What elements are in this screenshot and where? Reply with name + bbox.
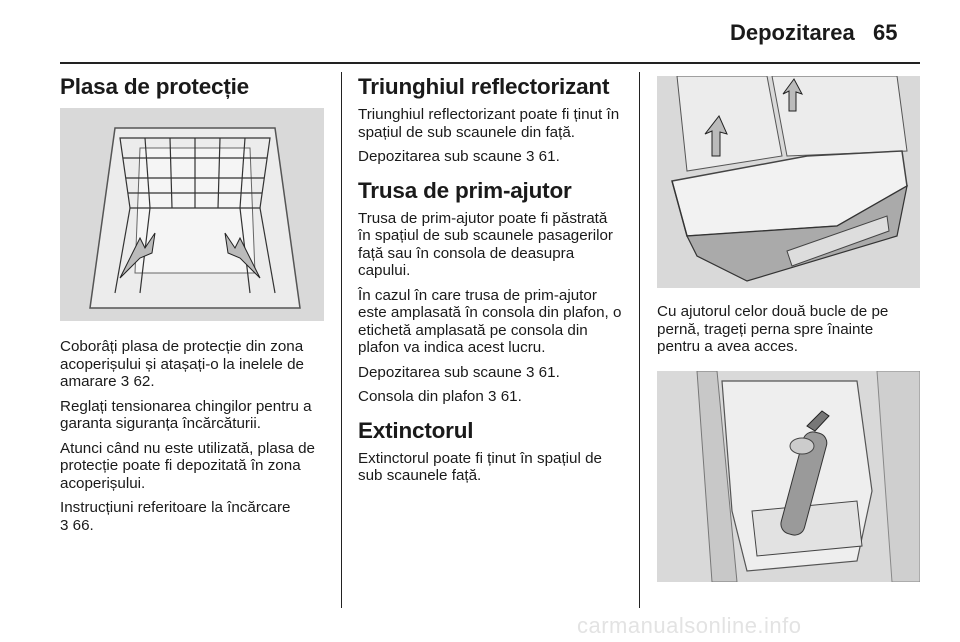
- triangle-ref-text: Depozitarea sub scaune: [358, 148, 527, 165]
- watermark: carmanualsonline.info: [577, 613, 802, 638]
- paragraph-triangle-ref: [358, 148, 624, 166]
- caption-pull-cushion: Cu ajutorul celor două bucle de pe pernă, trageți perna spre înainte pentru a avea acces.: [657, 303, 889, 355]
- paragraph-overhead-console-ref: [358, 388, 624, 406]
- paragraph-first-aid-label: În cazul în care trusa de prim-ajutor este amplasată în consola din plafon, o etichetă amplasată pe consola din plafon va indica acest lucru.: [358, 286, 622, 356]
- page-reference-62[interactable]: 3 62.: [120, 373, 155, 390]
- paragraph-lower-net: [60, 338, 326, 391]
- column-3: [657, 76, 920, 582]
- page-number: 65: [873, 20, 898, 45]
- first-aid-ref-text: Depozitarea sub scaune: [358, 363, 527, 381]
- section-title-extinguisher: Extinctorul: [358, 417, 474, 443]
- page-reference-61-a[interactable]: 3 61.: [526, 148, 560, 165]
- paragraph-extinguisher: Extinctorul poate fi ținut în spațiul de sub scaunele față.: [358, 449, 602, 484]
- section-title-safety-net: Plasa de protecție: [60, 74, 249, 99]
- page-reference-61-b[interactable]: 3 61.: [526, 363, 560, 381]
- section-title-first-aid: Trusa de prim-ajutor: [358, 177, 572, 203]
- paragraph-first-aid: Trusa de prim-ajutor poate fi păstrată în spațiul de sub scaunele pasagerilor față sau în consola de deasupra capului.: [358, 209, 613, 279]
- column-2: [358, 74, 624, 492]
- overhead-console-ref-text: Consola din plafon: [358, 388, 489, 405]
- section-title-warning-triangle: Triunghiul reflectorizant: [358, 74, 610, 99]
- page-reference-66[interactable]: 3 66.: [60, 516, 94, 534]
- header-rule: [60, 62, 920, 64]
- paragraph-loading-instructions: [60, 499, 326, 534]
- running-header-section: Depozitarea: [730, 20, 855, 45]
- loading-instructions-text: Instrucțiuni referitoare la încărcare: [60, 499, 291, 516]
- paragraph-lower-net-text: Coborâți plasa de protecție din zona acoperișului și atașați-o la inelele de amarare: [60, 338, 304, 390]
- figure-extinguisher: [657, 371, 920, 582]
- cargo-net-illustration: [60, 108, 324, 321]
- column-divider-2: [639, 72, 640, 608]
- extinguisher-illustration: [657, 371, 920, 582]
- page-reference-61-c[interactable]: 3 61.: [488, 388, 522, 405]
- paragraph-adjust-straps: Reglați tensionarea chingilor pentru a garanta siguranța încărcăturii.: [60, 397, 312, 432]
- column-1: [60, 74, 326, 541]
- paragraph-storage-roof: Atunci când nu este utilizată, plasa de protecție poate fi depozitată în zona acoperișului.: [60, 439, 315, 492]
- figure-cargo-net: [60, 108, 324, 321]
- paragraph-first-aid-ref: [358, 364, 624, 382]
- paragraph-triangle: Triunghiul reflectorizant poate fi ținut în spațiul de sub scaunele din față.: [358, 106, 620, 141]
- seat-cushion-illustration: [657, 76, 920, 288]
- figure-seat-cushion: [657, 76, 920, 288]
- column-divider-1: [341, 72, 342, 608]
